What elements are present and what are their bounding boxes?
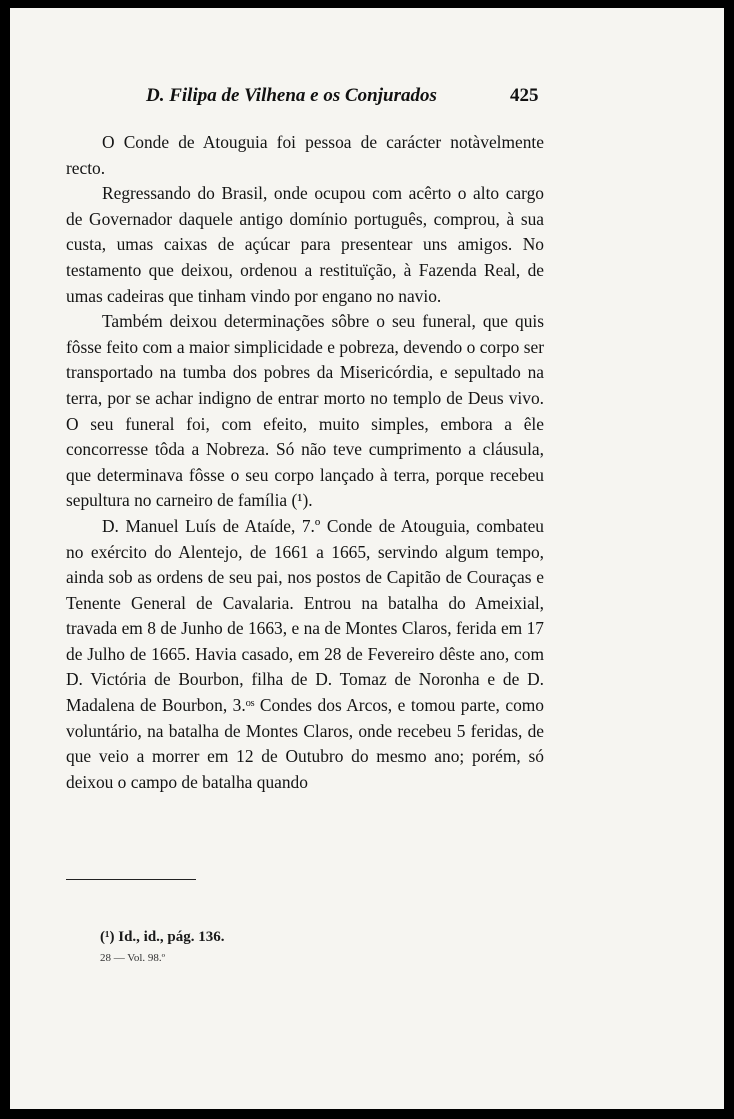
page-number: 425 (510, 85, 539, 106)
running-title: D. Filipa de Vilhena e os Conjurados (146, 85, 437, 106)
paragraph-2: Regressando do Brasil, onde ocupou com acêrto o alto cargo de Governador daquele antigo domínio português, comprou, à sua custa, umas caixas de açúcar para presentear uns amigos. No testamento que deixou, ordenou a restituïção, à Fazenda Real, de umas cadeiras que tinham vindo por engano no navio. (66, 183, 544, 306)
paragraph-1: O Conde de Atouguia foi pessoa de carácter notàvelmente recto. (66, 132, 544, 178)
paragraph-4: D. Manuel Luís de Ataíde, 7.º Conde de Atouguia, combateu no exército do Alentejo, de 1661 a 1665, servindo algum tempo, ainda sob as ordens de seu pai, nos postos de Capitão de Couraças e Tenente General de Cavalaria. Entrou na batalha do Ameixial, travada em 8 de Junho de 1663, e na de Montes Claros, ferida em 17 de Julho de 1665. Havia casado, em 28 de Fevereiro dêste ano, com D. Victória de Bourbon, filha de D. Tomaz de Noronha e de D. Madalena de Bourbon, 3.ᵒˢ Condes dos Arcos, e tomou parte, como voluntário, na batalha de Montes Claros, onde recebeu 5 feridas, de que veio a morrer em 12 de Outubro do mesmo ano; porém, só deixou o campo de batalha quando (66, 515, 544, 792)
body-text (66, 130, 544, 795)
running-head (10, 85, 724, 115)
footnote-rule (66, 879, 196, 880)
printer-signature: 28 — Vol. 98.º (100, 952, 166, 964)
paragraph-3: Também deixou determinações sôbre o seu funeral, que quis fôsse feito com a maior simplicidade e pobreza, devendo o corpo ser transportado na tumba dos pobres da Misericórdia, e sepultado na terra, por se achar indigno de entrar morto no templo de Deus vivo. O seu funeral foi, com efeito, muito simples, embora a êle concorresse tôda a Nobreza. Só não teve cumprimento a cláusula, que determinava fôsse o seu corpo lançado à terra, porque recebeu sepultura no carneiro de família (¹). (66, 311, 544, 511)
book-page (10, 8, 724, 1109)
footnote-1: (¹) Id., id., pág. 136. (100, 929, 225, 945)
